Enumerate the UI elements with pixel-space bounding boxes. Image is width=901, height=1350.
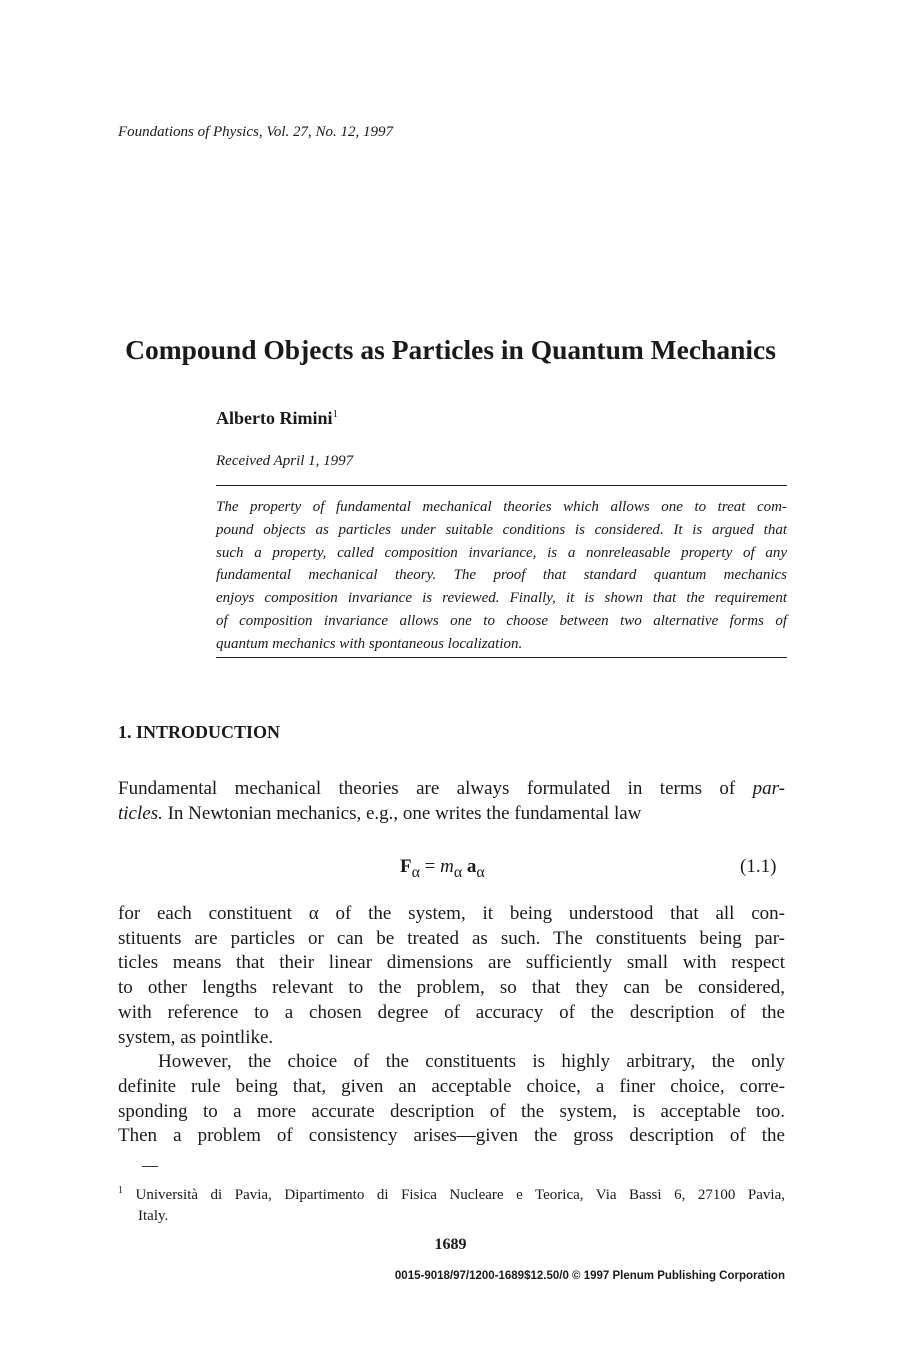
subscript-alpha: α (476, 863, 485, 881)
page-number: 1689 (434, 1236, 467, 1253)
paragraph-line: for each constituent α of the system, it being understood that all con- (118, 903, 785, 924)
subscript-alpha: α (411, 863, 420, 881)
paragraph-line: to other lengths relevant to the problem, so that they can be considered, (118, 977, 785, 999)
abstract-line: such a property, called composition invariance, is a nonreleasable property of any (216, 544, 787, 561)
footnote-marker: 1 (118, 1185, 123, 1196)
paper-title: Compound Objects as Particles in Quantum Mechanics (125, 334, 776, 365)
paragraph-line (118, 777, 785, 802)
equation-1-1 (400, 856, 485, 882)
italic-span: ticles. (118, 802, 163, 824)
paragraph-intro (118, 777, 785, 826)
footnote-line (118, 1180, 785, 1206)
author-line (216, 408, 338, 429)
text-span: Fundamental mechanical theories are always formulated in terms of (118, 778, 753, 799)
force-symbol: F (400, 856, 412, 877)
paragraph-line: definite rule being that, given an acceptable choice, a finer choice, corre- (118, 1075, 785, 1097)
footnote-line: Italy. (138, 1208, 169, 1224)
abstract-line: of composition invariance allows one to choose between two alternative forms of (216, 612, 787, 629)
section-heading: 1. INTRODUCTION (118, 722, 281, 742)
mass-symbol: m (440, 856, 454, 877)
equation-number: (1.1) (740, 856, 777, 877)
abstract-bottom-rule (216, 657, 787, 658)
text-span: In Newtonian mechanics, e.g., one writes the fundamental law (162, 802, 642, 824)
paragraph-line: stituents are particles or can be treated as such. The constituents being par- (118, 927, 785, 949)
equals-sign: = (419, 856, 441, 877)
paragraph-line (118, 802, 785, 827)
abstract-line: enjoys composition invariance is reviewed. Finally, it is shown that the requirement (216, 590, 787, 607)
subscript-alpha: α (453, 863, 463, 881)
footnote-rule (142, 1166, 158, 1167)
paragraph-line: system, as pointlike. (118, 1026, 274, 1048)
abstract (216, 496, 787, 656)
paragraph-line: However, the choice of the constituents is highly arbitrary, the only (158, 1051, 785, 1073)
acceleration-symbol: a (466, 856, 477, 877)
paragraph-line: sponding to a more accurate description of the system, is acceptable too. (118, 1100, 785, 1122)
paragraph-line: Then a problem of consistency arises—given the gross description of the (118, 1125, 785, 1147)
author-footnote-marker: 1 (332, 408, 338, 420)
abstract-top-rule (216, 485, 787, 486)
received-date: Received April 1, 1997 (216, 453, 354, 469)
italic-span: par- (752, 778, 785, 799)
abstract-line: fundamental mechanical theory. The proof that standard quantum mechanics (216, 567, 787, 584)
footnote-text: Università di Pavia, Dipartimento di Fisica Nucleare e Teorica, Via Bassi 6, 27100 Pavia, (123, 1187, 785, 1203)
journal-citation: Foundations of Physics, Vol. 27, No. 12, 1997 (118, 124, 393, 140)
paragraph-line: with reference to a chosen degree of accuracy of the description of the (118, 1001, 785, 1023)
paragraph-line: ticles means that their linear dimensions are sufficiently small with respect (118, 952, 785, 974)
author-name: Alberto Rimini (216, 408, 333, 428)
abstract-line: pound objects as particles under suitable conditions is considered. It is argued that (216, 521, 787, 538)
copyright-line: 0015-9018/97/1200-1689$12.50/0 © 1997 Plenum Publishing Corporation (394, 1270, 785, 1282)
abstract-line: The property of fundamental mechanical theories which allows one to treat com- (216, 499, 787, 515)
footnote (118, 1180, 785, 1227)
abstract-line: quantum mechanics with spontaneous localization. (216, 635, 523, 652)
paragraph-constituents (118, 902, 785, 1149)
